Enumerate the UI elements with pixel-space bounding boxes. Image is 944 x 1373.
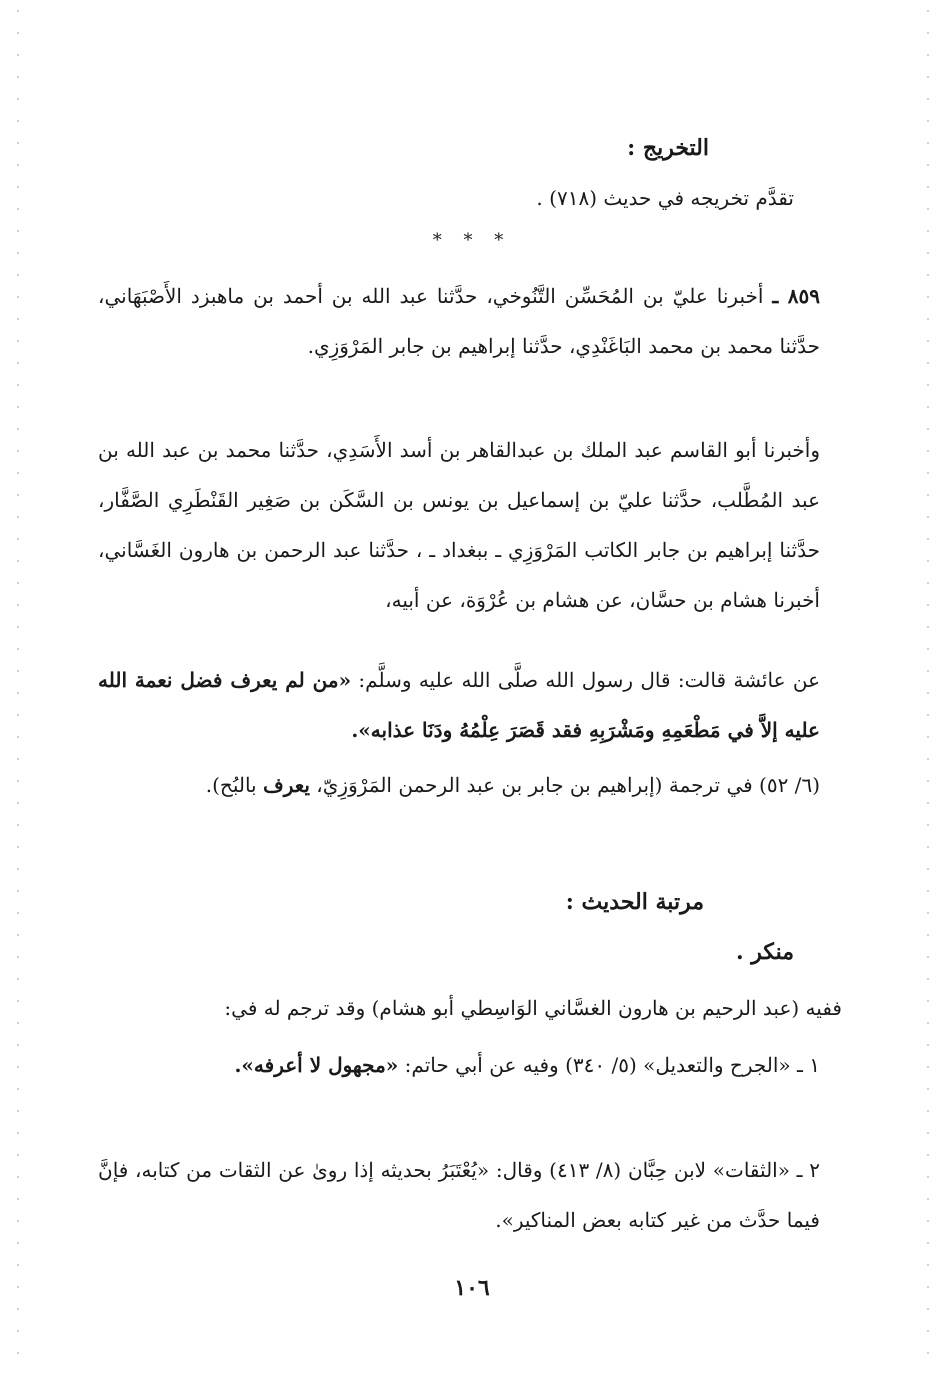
matn-intro: عن عائشة قالت: قال رسول الله صلَّى الله عليه وسلَّم: [351, 668, 820, 692]
takhrij-heading: التخريج : [627, 135, 709, 161]
note-item-2-quote: «يُعْتَبَرُ بحديثه إذا روىٰ عن الثقات من كتابه، فإنَّ فيما حدَّث من غير كتابه بعض المناكير». [98, 1158, 820, 1232]
hadith-number: ٨٥٩ ـ [772, 284, 821, 308]
section-separator: * * * [432, 230, 512, 251]
page-number: ١٠٦ [454, 1275, 490, 1301]
reference-end: بالبُح). [205, 773, 263, 797]
rank-grade: منكر . [735, 939, 794, 965]
scan-dots-left [16, 0, 20, 1373]
rank-heading: مرتبة الحديث : [565, 889, 704, 915]
note-item-2 [98, 1145, 820, 1245]
hadith-matn [98, 655, 820, 755]
note-item-1-text: «الجرح والتعديل» (٥/ ٣٤٠) وفيه عن أبي حاتم: [398, 1053, 791, 1077]
matn-text: «من لم يعرف فضل نعمة الله عليه إلاَّ في مَطْعَمِهِ ومَشْرَبِهِ فقد قَصَرَ عِلْمُهُ ودَنَا عذابه». [98, 668, 820, 742]
notes-intro: ففيه (عبد الرحيم بن هارون الغسَّاني الوَاسِطي أبو هشام) وقد ترجم له في: [224, 996, 842, 1020]
takhrij-text: تقدَّم تخريجه في حديث (٧١٨) . [536, 186, 794, 210]
hadith-isnad-2: وأخبرنا أبو القاسم عبد الملك بن عبدالقاهر بن أسد الأَسَدِي، حدَّثنا محمد بن عبد الله بن عبد المُطَّلب، حدَّثنا عليّ بن إسماعيل بن يونس بن السَّكَن بن صَغِير القَنْطَرِي الصَّفَّار، حدَّثنا إبراهيم بن جابر الكاتب المَرْوَزِي ـ ببغداد ـ ، حدَّثنا عبد الرحمن بن هارون الغَسَّاني، أخبرنا هشام بن حسَّان، عن هشام بن عُرْوَة، عن أبيه، [98, 438, 820, 612]
note-item-2-number: ٢ ـ [789, 1158, 820, 1182]
note-item-1-number: ١ ـ [790, 1053, 820, 1077]
hadith-isnad-1-text: أخبرنا عليّ بن المُحَسِّن التَّنُوخي، حدَّثنا عبد الله بن أحمد بن ماهبزد الأَصْبَهَاني، حدَّثنا محمد بن محمد البَاغَنْدِي، حدَّثنا إبراهيم بن جابر المَرْوَزِي. [98, 284, 820, 358]
hadith-isnad-1 [98, 271, 820, 371]
note-item-1-quote: «مجهول لا أعرفه». [234, 1053, 399, 1077]
reference-bold: يعرف [262, 773, 310, 797]
note-item-1 [98, 1040, 820, 1090]
hadith-reference [98, 760, 820, 810]
note-item-2-text: «الثقات» لابن حِبَّان (٨/ ٤١٣) وقال: [489, 1158, 790, 1182]
reference-intro: (٦/ ٥٢) في ترجمة (إبراهيم بن جابر بن عبد الرحمن المَرْوَزِيّ، [309, 773, 820, 797]
scan-dots-right [926, 0, 930, 1373]
